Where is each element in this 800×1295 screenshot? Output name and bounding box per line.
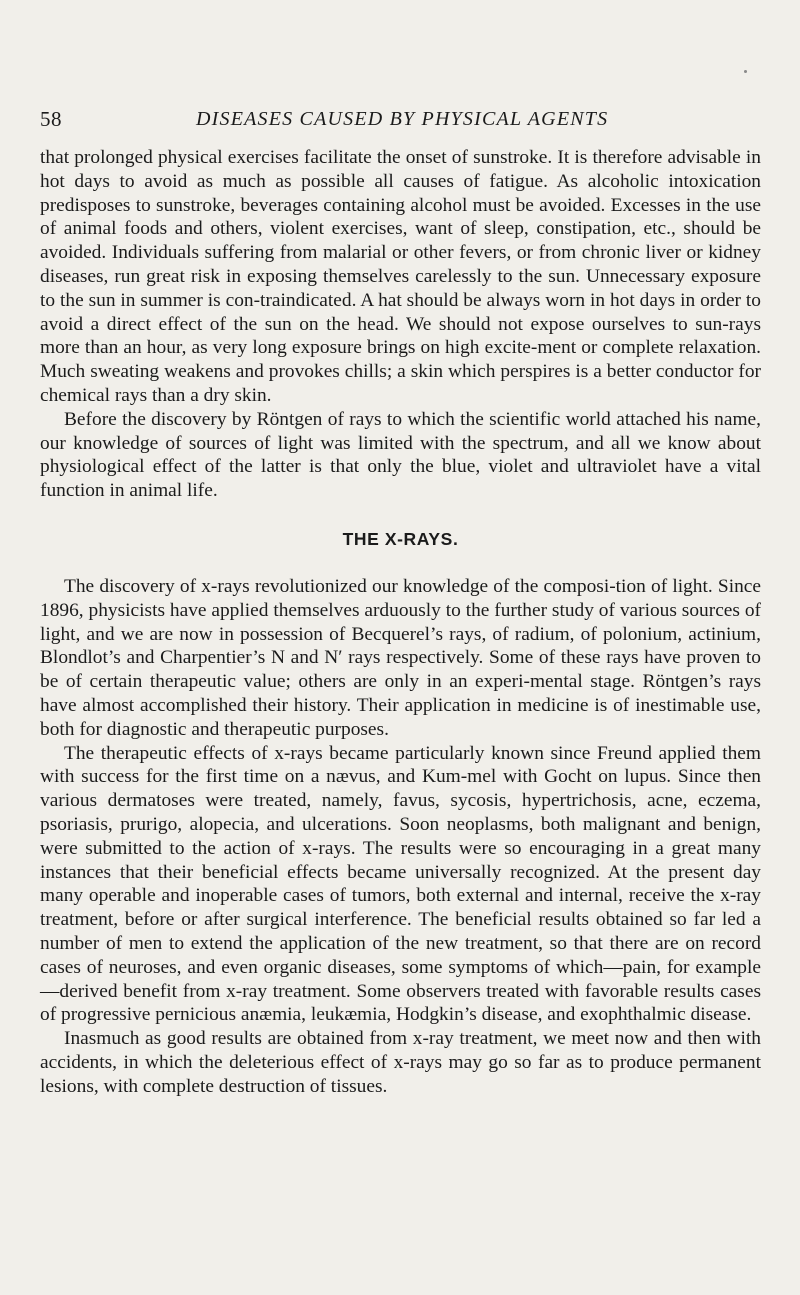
paragraph-roentgen-discovery: Before the discovery by Röntgen of rays to which the scientific world attached his name, our knowledge of sources of light was limited with the spectrum, and all we know about physiological effect of the latter is that only the blue, violet and ultraviolet have a vital function in animal life. [40, 408, 761, 502]
section-heading: THE X-RAYS. [342, 528, 459, 549]
paper-speck [744, 70, 747, 73]
paragraph-sunstroke-prevention: that prolonged physical exercises facilitate the onset of sunstroke. It is therefore advisable in hot days to avoid as much as possible all causes of fatigue. As alcoholic intoxication predisposes to sunstroke, beverages containing alcohol must be avoided. Excesses in the use of animal foods and others, violent exercises, want of sleep, constipation, etc., should be avoided. Individuals suffering from malarial or other fevers, or from chronic liver or kidney diseases, run great risk in exposing themselves carelessly to the sun. Unnecessary exposure to the sun in summer is con-traindicated. A hat should be always worn in hot days in order to avoid a direct effect of the sun on the head. We should not expose ourselves to sun-rays more than an hour, as very long exposure brings on high excite-ment or complete relaxation. Much sweating weakens and provokes chills; a skin which perspires is a better conductor for chemical rays than a dry skin. [40, 147, 761, 406]
running-title: DISEASES CAUSED BY PHYSICAL AGENTS [196, 108, 609, 130]
body-text [40, 146, 761, 1098]
running-head [40, 104, 740, 134]
paragraph-x-ray-discovery: The discovery of x-rays revolutionized our knowledge of the composi-tion of light. Since 1896, physicists have applied themselves arduously to the further study of various sources of light, and we are now in possession of Becquerel’s rays, of radium, of polonium, actinium, Blondlot’s and Charpentier’s N and N′ rays respectively. Some of these rays have proven to be of certain therapeutic value; others are only in an experi-mental stage. Röntgen’s rays have almost accomplished their history. Their application in medicine is of inestimable use, both for diagnostic and therapeutic purposes. [40, 575, 761, 740]
page-number: 58 [40, 107, 62, 131]
paragraph-accidents: Inasmuch as good results are obtained from x-ray treatment, we meet now and then with accidents, in which the deleterious effect of x-rays may go so far as to produce permanent lesions, with complete destruction of tissues. [40, 1028, 761, 1097]
paragraph-therapeutic-effects: The therapeutic effects of x-rays became particularly known since Freund applied them with success for the first time on a nævus, and Kum-mel with Gocht on lupus. Since then various dermatoses were treated, namely, favus, sycosis, hypertrichosis, acne, eczema, psoriasis, prurigo, alopecia, and ulcerations. Soon neoplasms, both malignant and benign, were submitted to the action of x-rays. The results were so encouraging in a great many instances that their beneficial effects became universally recognized. At the present day many operable and inoperable cases of tumors, both external and internal, receive the x-ray treatment, before or after surgical interference. The beneficial results obtained so far led a number of men to extend the application of the new treatment, so that there are on record cases of neuroses, and even organic diseases, some symptoms of which—pain, for example—derived benefit from x-ray treatment. Some observers treated with favorable results cases of progressive pernicious anæmia, leukæmia, Hodgkin’s disease, and exophthalmic disease. [40, 742, 761, 1026]
